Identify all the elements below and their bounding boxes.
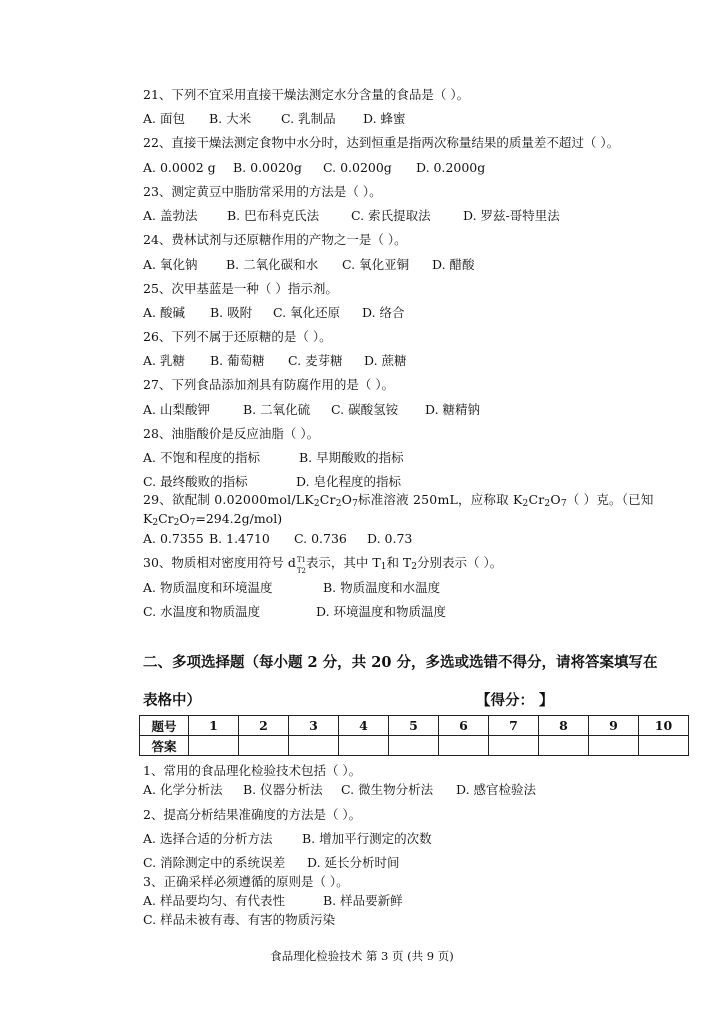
question-28-options-row1 <box>143 450 404 466</box>
option: C. 0.0200g <box>323 160 392 175</box>
option: C. 微生物分析法 <box>341 782 434 797</box>
table-number: 3 <box>289 716 339 736</box>
table-number: 9 <box>589 716 639 736</box>
option: D. 蜂蜜 <box>363 111 406 126</box>
table-head-label: 题号 <box>140 716 189 736</box>
answer-cell[interactable] <box>489 736 539 756</box>
question-24-options <box>143 257 475 273</box>
option: D. 糖精钠 <box>425 402 481 417</box>
answer-table <box>139 715 689 756</box>
q30-text: 表示，其中 T <box>305 555 381 570</box>
option: D. 环境温度和物质温度 <box>316 604 447 619</box>
table-number: 6 <box>439 716 489 736</box>
option: B. 0.0020g <box>233 160 302 175</box>
q30-text: 30、物质相对密度用符号 d <box>143 555 296 570</box>
section-title: 二、多项选择题（每小题 2 分，共 20 分，多选或选错不得分，请将答案填写在 <box>143 654 658 671</box>
table-number: 2 <box>239 716 289 736</box>
option: B. 仪器分析法 <box>243 782 323 797</box>
subscript: 2 <box>152 518 159 528</box>
option: D. 醋酸 <box>432 257 475 272</box>
option: A. 物质温度和环境温度 <box>143 580 273 595</box>
option: A. 0.7355 <box>143 531 204 546</box>
option: D. 感官检验法 <box>456 782 537 797</box>
q30-text: 和 T <box>386 555 412 570</box>
density-symbol <box>296 555 307 575</box>
option: B. 二氧化硫 <box>243 402 311 417</box>
option: B. 样品要新鲜 <box>323 893 403 908</box>
subscript: 1 <box>380 562 387 572</box>
option: C. 样品未被有毒、有害的物质污染 <box>143 912 336 927</box>
question-30-options-row2 <box>143 604 446 620</box>
option: A. 山梨酸钾 <box>143 402 210 417</box>
subscript: 2 <box>544 499 551 509</box>
answer-cell[interactable] <box>189 736 239 756</box>
table-number: 1 <box>189 716 239 736</box>
multi-question-2-options-row1 <box>143 831 432 847</box>
subscript: 2 <box>173 518 180 528</box>
question-25-options <box>143 305 405 321</box>
subscript: 7 <box>189 518 196 528</box>
answer-cell[interactable] <box>289 736 339 756</box>
answer-cell[interactable] <box>439 736 489 756</box>
q29-text: Cr <box>158 511 174 526</box>
subscript: T2 <box>296 566 307 575</box>
section-title-continued: 表格中） <box>143 692 201 709</box>
question-21: 21、下列不宜采用直接干燥法测定水分含量的食品是（ ）。 <box>143 87 470 102</box>
option: A. 氧化钠 <box>143 257 198 272</box>
table-answer-label: 答案 <box>140 736 189 756</box>
answer-cell[interactable] <box>239 736 289 756</box>
option: C. 氧化亚铜 <box>342 257 410 272</box>
option: A. 不饱和程度的指标 <box>143 450 260 465</box>
question-27-options <box>143 402 480 418</box>
multi-question-3: 3、正确采样必须遵循的原则是（ ）。 <box>143 874 349 889</box>
option: A. 样品要均匀、有代表性 <box>143 893 285 908</box>
question-27: 27、下列食品添加剂具有防腐作用的是（ ）。 <box>143 377 395 392</box>
answer-cell[interactable] <box>539 736 589 756</box>
table-number: 5 <box>389 716 439 736</box>
option: A. 乳糖 <box>143 353 185 368</box>
q29-text: Cr <box>528 492 545 507</box>
subscript: 7 <box>560 499 567 509</box>
option: B. 1.4710 <box>209 531 270 546</box>
q29-text: （ ）克。（已知 <box>566 492 654 507</box>
q29-text: O <box>550 492 561 507</box>
option: C. 索氏提取法 <box>351 208 431 223</box>
option: D. 0.73 <box>367 531 413 546</box>
option: D. 罗兹-哥特里法 <box>463 208 560 223</box>
option: D. 0.2000g <box>416 160 486 175</box>
q29-text: 标准溶液 250mL，应称取 K <box>358 492 523 507</box>
table-number: 4 <box>339 716 389 736</box>
option: B. 巴布科克氏法 <box>227 208 320 223</box>
option: B. 大米 <box>209 111 252 126</box>
option: D. 皂化程度的指标 <box>296 474 402 489</box>
question-28-options-row2 <box>143 474 401 490</box>
multi-question-1-options <box>143 782 536 798</box>
table-row-numbers <box>140 716 689 736</box>
question-22: 22、直接干燥法测定食物中水分时，达到恒重是指两次称量结果的质量差不超过（ ）。 <box>143 135 620 150</box>
option: D. 络合 <box>362 305 405 320</box>
question-30 <box>143 555 502 575</box>
question-25: 25、次甲基蓝是一种（ ）指示剂。 <box>143 281 338 296</box>
question-26: 26、下列不属于还原糖的是（ ）。 <box>143 329 332 344</box>
question-29-options <box>143 531 412 547</box>
page-footer: 食品理化检验技术 第 3 页 (共 9 页) <box>270 949 454 963</box>
option: B. 葡萄糖 <box>210 353 265 368</box>
question-30-options-row1 <box>143 580 440 596</box>
q29-text: K <box>143 511 153 526</box>
multi-question-1: 1、常用的食品理化检验技术包括（ ）。 <box>143 763 362 778</box>
q29-text: 29、欲配制 0.02000mol/LK <box>143 492 314 507</box>
answer-cell[interactable] <box>589 736 639 756</box>
table-row-answers <box>140 736 689 756</box>
option: A. 化学分析法 <box>143 782 223 797</box>
multi-question-3-options-row2 <box>143 912 335 928</box>
option: C. 水温度和物质温度 <box>143 604 261 619</box>
subscript: 2 <box>411 562 417 572</box>
option: A. 盖勃法 <box>143 208 198 223</box>
question-22-options <box>143 160 485 176</box>
option: C. 碳酸氢铵 <box>331 402 399 417</box>
question-28: 28、油脂酸价是反应油脂（ ）。 <box>143 426 320 441</box>
option: C. 氧化还原 <box>273 305 341 320</box>
q29-text: Cr <box>319 492 336 507</box>
option: D. 延长分析时间 <box>307 855 400 870</box>
multi-question-2-options-row2 <box>143 855 400 871</box>
option: B. 吸附 <box>210 305 253 320</box>
option: A. 0.0002 g <box>143 160 216 175</box>
superscript: T1 <box>296 555 307 564</box>
table-number: 7 <box>489 716 539 736</box>
subscript: 2 <box>522 499 529 509</box>
score-box: 【得分： 】 <box>476 692 554 709</box>
option: C. 0.736 <box>294 531 347 546</box>
question-24: 24、费林试剂与还原糖作用的产物之一是（ ）。 <box>143 232 407 247</box>
question-29-line1 <box>143 492 654 512</box>
q29-text: =294.2g/mol) <box>195 511 283 526</box>
option: C. 最终酸败的指标 <box>143 474 248 489</box>
answer-cell[interactable] <box>639 736 689 756</box>
q30-text: 分别表示（ ）。 <box>416 555 503 570</box>
option: B. 增加平行测定的次数 <box>302 831 432 846</box>
option: A. 选择合适的分析方法 <box>143 831 273 846</box>
question-21-options <box>143 111 406 127</box>
option: C. 麦芽糖 <box>288 353 343 368</box>
option: A. 面包 <box>143 111 185 126</box>
question-26-options <box>143 353 407 369</box>
option: A. 酸碱 <box>143 305 185 320</box>
option: B. 早期酸败的指标 <box>299 450 404 465</box>
option: C. 乳制品 <box>281 111 336 126</box>
answer-cell[interactable] <box>389 736 439 756</box>
option: D. 蔗糖 <box>364 353 407 368</box>
table-number: 10 <box>639 716 689 736</box>
subscript: 2 <box>313 499 320 509</box>
answer-cell[interactable] <box>339 736 389 756</box>
question-23: 23、测定黄豆中脂肪常采用的方法是（ ）。 <box>143 184 382 199</box>
subscript: 2 <box>335 499 342 509</box>
question-23-options <box>143 208 560 224</box>
multi-question-3-options-row1 <box>143 893 403 909</box>
option: B. 物质温度和水温度 <box>323 580 441 595</box>
multi-question-2: 2、提高分析结果准确度的方法是（ ）。 <box>143 807 362 822</box>
option: C. 消除测定中的系统误差 <box>143 855 286 870</box>
option: B. 二氧化碳和水 <box>226 257 319 272</box>
q29-text: O <box>179 511 190 526</box>
subscript: 7 <box>352 499 359 509</box>
table-number: 8 <box>539 716 589 736</box>
question-29-line2 <box>143 511 282 531</box>
q29-text: O <box>341 492 353 507</box>
